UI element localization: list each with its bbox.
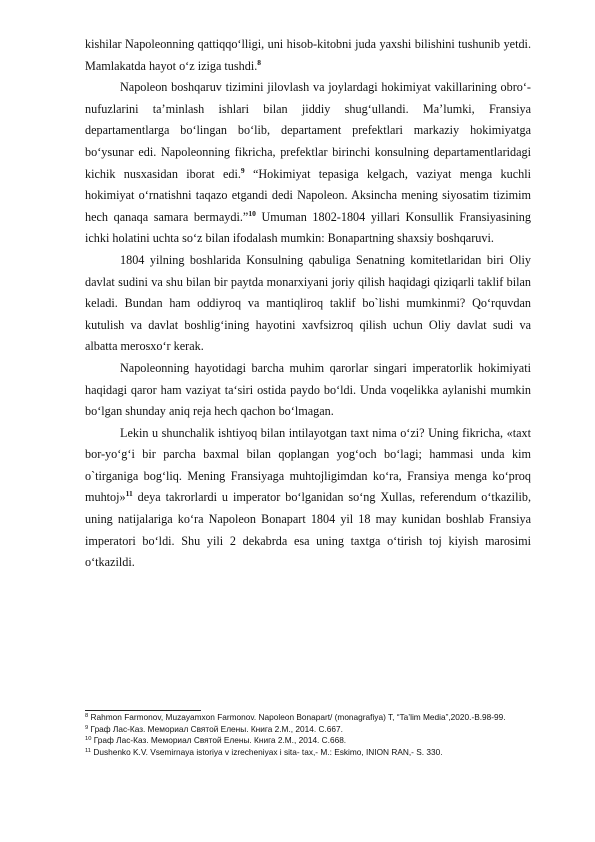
footnote-number: 9 [85,724,89,731]
paragraph-text: kishilar Napoleonning qattiqqo‘lligi, uni hisob-kitobni juda yaxshi bilishini tushunib yetdi. Mamlakatda hayot o‘z iziga tushdi. [85,37,531,73]
footnote-separator [85,710,201,711]
footnote-reference[interactable]: 9 [240,165,245,175]
paragraph-text: Napoleonning hayotidagi barcha muhim qarorlar singari imperatorlik hokimiyati haqidagi qaror ham vaziyat ta‘siri ostida paydo bo‘ldi. Unda voqelikka aylanishi mumkin bo‘lgan shunday aniq reja hech qachon bo‘lmagan. [85,360,531,419]
footnote-reference[interactable]: 8 [257,57,262,67]
footnotes [85,712,531,759]
footnote [85,735,531,747]
paragraph [85,77,531,250]
paragraph-text: deya takrorlardi u imperator bo‘lganidan so‘ng Xullas, referendum o‘tkazilib, uning natijalariga ko‘ra Napoleon Bonapart 1804 yil 18 may kunidan boshlab Fransiya imperatori bo‘ldi. Shu yili 2 dekabrda esa uning taxtga o‘tirish toj kiyish marosimi o‘tkazildi. [85,490,531,570]
footnote-text: Граф Лас-Каз. Мемориал Святой Елены. Книга 2.М., 2014. С.667. [88,723,343,734]
paragraph-text: Lekin u shunchalik ishtiyoq bilan intilayotgan taxt nima o‘zi? Uning fikricha, «taxt bor-yo‘g‘i bir parcha baxmal bilan qoplangan yog‘och bo‘lagi; hammasi unda kim o`tirganiga bog‘liq. Mening Fransiyaga muhtojligimdan ko‘ra, Fransiya menga ko‘proq muhtoj» [85,425,531,505]
paragraph [85,423,531,574]
paragraph-text: “Hokimiyat tepasiga kelgach, vaziyat menga kuchli hokimiyat o‘rnatishni taqazo etgandi dedi Napoleon. Aksincha mening siyosatim tizimim hech qanaqa samara bermaydi.” [85,166,531,224]
body-text [85,34,531,574]
footnote-number: 11 [85,748,92,755]
paragraph [85,250,531,358]
footnote-reference[interactable]: 10 [248,208,256,218]
footnote [85,724,531,736]
paragraph [85,34,531,77]
paragraph-text: Umuman 1802-1804 yillari Konsullik Fransiyasining ichki holatini uchta so‘z bilan ifodalash mumkin: Bonapartning shaxsiy boshqaruvi. [85,209,531,246]
paragraph-text: 1804 yilning boshlarida Konsulning qabuliga Senatning komitetlaridan biri Oliy davlat sudini va shu bilan bir paytda monarxiyani joriy qilish haqidagi qiziqarli taklif bilan keladi. Bundan ham oddiyroq va mantiqliroq taklif bo`lishi mumkinmi? Qo‘rquvdan kutulish va davlat boshlig‘ining hayotini xavfsizroq qilish uchun Oliy davlat sudi va albatta merosxo‘r kerak. [85,252,531,354]
footnote-text: Rahmon Farmonov, Muzayamxon Farmonov. Napoleon Bonapart/ (monagrafiya) T, “Ta’lim Media”,2020.-B.98-99. [88,712,506,722]
footnote-text: Граф Лас-Каз. Мемориал Святой Елены. Книга 2.М., 2014. С.668. [91,735,347,746]
footnote-text: Dushenko K.V. Vsemirnaya istoriya v izrecheniyax i sita- tax,- M.: Eskimo, INION RAN,- S. 330. [91,747,443,758]
footnote [85,747,531,759]
footnote [85,712,531,724]
footnote-number: 10 [85,736,92,743]
footnote-number: 8 [85,713,89,719]
footnote-reference[interactable]: 11 [125,489,133,499]
paragraph-text: Napoleon boshqaruv tizimini jilovlash va joylardagi hokimiyat vakillarining obro‘- nufuzlarini ta’minlash ishlari bilan jiddiy shug‘ullandi. Ma’lumki, Fransiya departamentlarga bo‘lingan bo‘lib, departament prefektlari markaziy hokimiyatga bo‘ysunar edi. Napoleonning fikricha, prefektlar birinchi konsulning departamentlaridagi kichik nusxasidan iborat edi. [85,80,531,181]
paragraph [85,358,531,423]
